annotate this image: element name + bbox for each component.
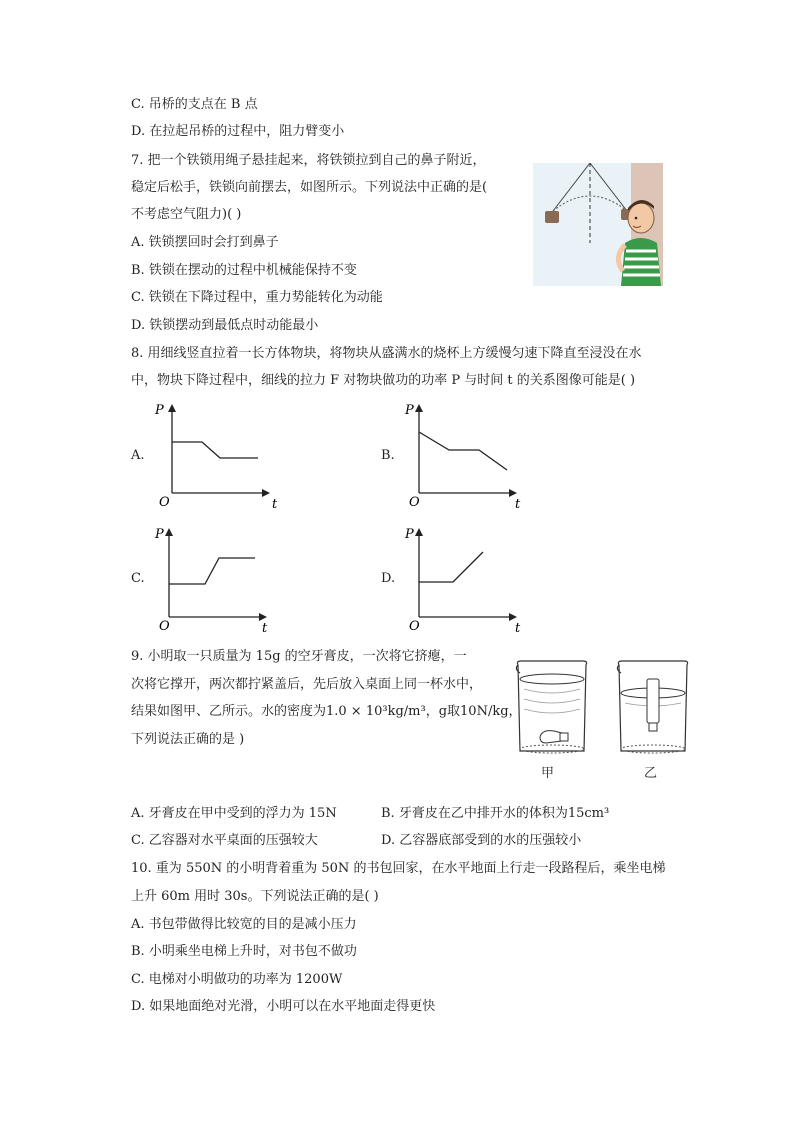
q7-pendulum-illustration: [533, 163, 663, 286]
power-curve: [419, 432, 507, 470]
q7-stem-line-1: 7. 把一个铁锁用绳子悬挂起来，将铁锁拉到自己的鼻子附近，: [131, 153, 486, 168]
q9-option-d: D. 乙容器底部受到的水的压强较小: [381, 833, 582, 848]
y-axis-label: P: [155, 403, 164, 418]
q8-graph-c: [147, 524, 287, 634]
q9-label-jia: 甲: [541, 766, 555, 781]
x-axis-arrow: [509, 613, 517, 621]
y-axis-arrow: [415, 404, 423, 412]
q7-option-b: B. 铁锁在摆动的过程中机械能保持不变: [131, 263, 357, 278]
q8-graph-a-option: A.: [131, 448, 145, 463]
q8-stem-line-2: 中，物块下降过程中，细线的拉力 F 对物块做功的功率 P 与时间 t 的关系图像可能是( ): [131, 373, 636, 388]
q8-graph-b-option: B.: [381, 448, 395, 463]
q10-stem-line-1: 10. 重为 550N 的小明背着重为 50N 的书包回家，在水平地面上行走一段路程后，乘坐电梯: [131, 861, 666, 876]
q6-option-d: D. 在拉起吊桥的过程中，阻力臂变小: [131, 124, 345, 139]
q7-option-c: C. 铁锁在下降过程中，重力势能转化为动能: [131, 290, 383, 305]
origin-label: O: [159, 495, 170, 510]
x-axis-arrow: [262, 489, 270, 497]
q7-option-a: A. 铁锁摆回时会打到鼻子: [131, 235, 279, 250]
lock-left-icon: [545, 211, 559, 223]
q9-stem-line-3: 结果如图甲、乙所示。水的密度为1.0 × 10³kg/m³，g取10N/kg，: [131, 704, 522, 719]
q10-option-b: B. 小明乘坐电梯上升时，对书包不做功: [131, 944, 357, 959]
q7-option-d: D. 铁锁摆动到最低点时动能最小: [131, 318, 319, 333]
beaker-bottom: [520, 745, 584, 753]
q8-graph-a: [150, 400, 290, 510]
y-axis-arrow: [168, 404, 176, 412]
q9-beaker-jia: [512, 657, 592, 757]
x-axis-label: t: [262, 621, 268, 634]
x-axis-arrow: [509, 489, 517, 497]
q9-option-a: A. 牙膏皮在甲中受到的浮力为 15N: [131, 806, 337, 821]
tube-cap: [560, 733, 568, 741]
q7-stem-line-2: 稳定后松手，铁锁向前摆去，如图所示。下列说法中正确的是(: [131, 180, 488, 195]
x-axis-arrow: [259, 613, 267, 621]
q8-graph-c-option: C.: [131, 571, 145, 586]
x-axis-label: t: [515, 497, 521, 510]
boy-shirt: [621, 238, 661, 286]
x-axis-label: t: [515, 621, 521, 634]
q9-stem-line-4: 下列说法正确的是 ): [131, 732, 245, 747]
expanded-toothpaste-tube: [647, 679, 659, 723]
origin-label: O: [409, 619, 420, 634]
q8-graph-b: [397, 400, 537, 510]
q9-option-c: C. 乙容器对水平桌面的压强较大: [131, 833, 318, 848]
power-curve: [169, 558, 255, 584]
q10-option-c: C. 电梯对小明做功的功率为 1200W: [131, 972, 343, 987]
q6-option-c: C. 吊桥的支点在 B 点: [131, 97, 258, 112]
q9-stem-line-2: 次将它撑开，两次都拧紧盖后，先后放入桌面上同一杯水中，: [131, 677, 483, 692]
q10-stem-line-2: 上升 60m 用时 30s。下列说法正确的是( ): [131, 889, 379, 904]
y-axis-arrow: [415, 528, 423, 536]
water-ripples: [524, 689, 580, 713]
origin-label: O: [409, 495, 420, 510]
q10-option-d: D. 如果地面绝对光滑，小明可以在水平地面走得更快: [131, 999, 436, 1014]
beaker-bottom: [621, 745, 685, 753]
y-axis-label: P: [155, 527, 164, 542]
origin-label: O: [159, 619, 170, 634]
y-axis-label: P: [405, 527, 414, 542]
q7-stem-line-3: 不考虑空气阻力)( ): [131, 207, 242, 222]
y-axis-label: P: [405, 403, 414, 418]
tube-cap: [649, 723, 657, 731]
q8-graph-d-option: D.: [381, 571, 396, 586]
q8-stem-line-1: 8. 用细线竖直拉着一长方体物块，将物块从盛满水的烧杯上方缓慢匀速下降直至浸没在水: [131, 346, 642, 361]
q9-stem-line-1: 9. 小明取一只质量为 15g 的空牙膏皮，一次将它挤瘪，一: [131, 649, 467, 664]
q9-beaker-yi: [613, 657, 693, 757]
y-axis-arrow: [165, 528, 173, 536]
boy-eye: [635, 217, 638, 220]
water-surface: [520, 674, 584, 684]
x-axis-label: t: [272, 497, 278, 510]
q10-option-a: A. 书包带做得比较宽的目的是减小压力: [131, 917, 357, 932]
power-curve: [172, 442, 258, 458]
q8-graph-d: [397, 524, 537, 634]
q9-label-yi: 乙: [644, 766, 658, 781]
power-curve: [419, 552, 483, 582]
q9-option-b: B. 牙膏皮在乙中排开水的体积为15cm³: [381, 806, 610, 821]
boy-head: [628, 203, 654, 233]
